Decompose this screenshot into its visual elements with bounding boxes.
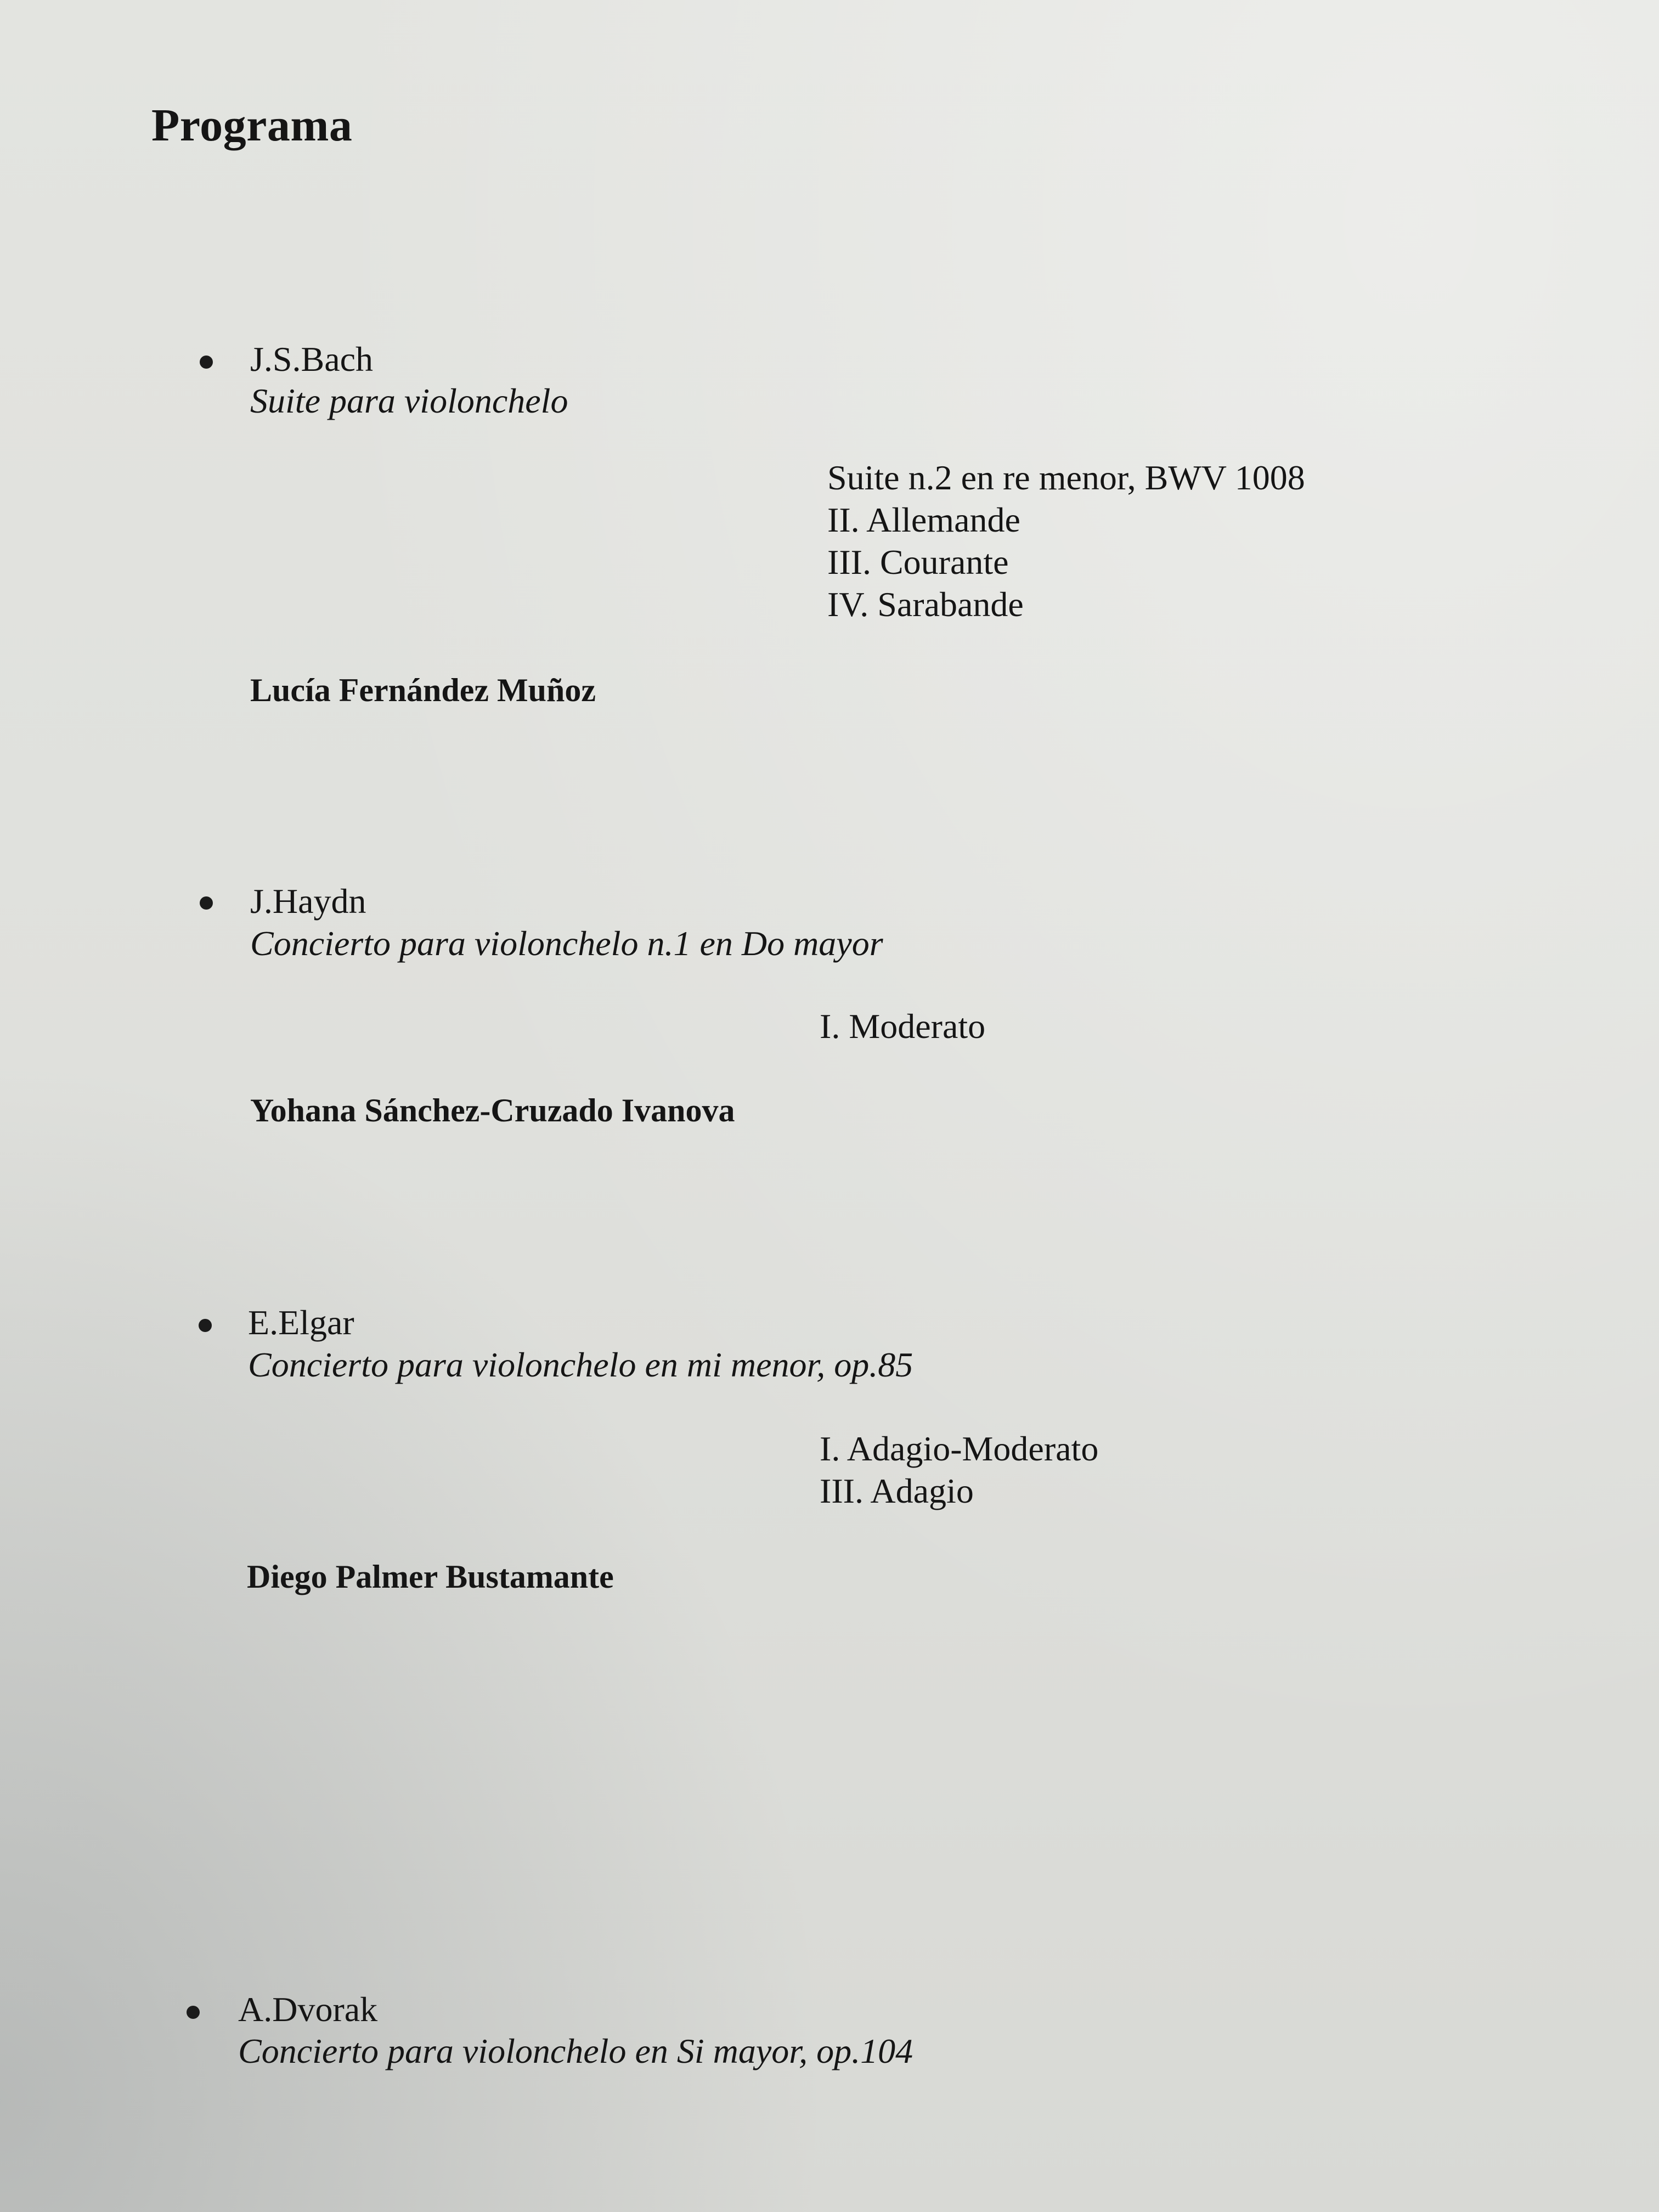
bullet-icon [200, 896, 213, 910]
movement-list [820, 1427, 1098, 1512]
movement-list [827, 456, 1305, 625]
page-title: Programa [151, 100, 353, 151]
bullet-icon [199, 1319, 212, 1332]
bullet-icon [200, 356, 213, 369]
work-title: Suite para violonchelo [250, 381, 568, 420]
performer-name: Yohana Sánchez-Cruzado Ivanova [250, 1092, 735, 1128]
performer-name: Lucía Fernández Muñoz [250, 672, 596, 708]
composer-name: E.Elgar [248, 1303, 354, 1342]
movement-list [820, 1005, 985, 1047]
movement-item: I. Adagio-Moderato [820, 1429, 1099, 1468]
work-title: Concierto para violonchelo en mi menor, op.85 [248, 1345, 913, 1384]
bullet-icon [187, 2006, 200, 2019]
movement-item: I. Moderato [820, 1007, 986, 1046]
composer-name: J.S.Bach [250, 340, 373, 379]
work-title: Concierto para violonchelo en Si mayor, op.104 [238, 2032, 913, 2070]
movement-item: III. Adagio [820, 1471, 974, 1510]
work-title: Concierto para violonchelo n.1 en Do mayor [250, 924, 883, 963]
movement-item: IV. Sarabande [827, 585, 1024, 624]
movement-item: II. Allemande [827, 500, 1020, 539]
composer-name: J.Haydn [250, 882, 366, 921]
movement-item: Suite n.2 en re menor, BWV 1008 [827, 458, 1305, 497]
movement-item: III. Courante [827, 543, 1009, 582]
composer-name: A.Dvorak [238, 1990, 378, 2029]
performer-name: Diego Palmer Bustamante [247, 1559, 614, 1595]
